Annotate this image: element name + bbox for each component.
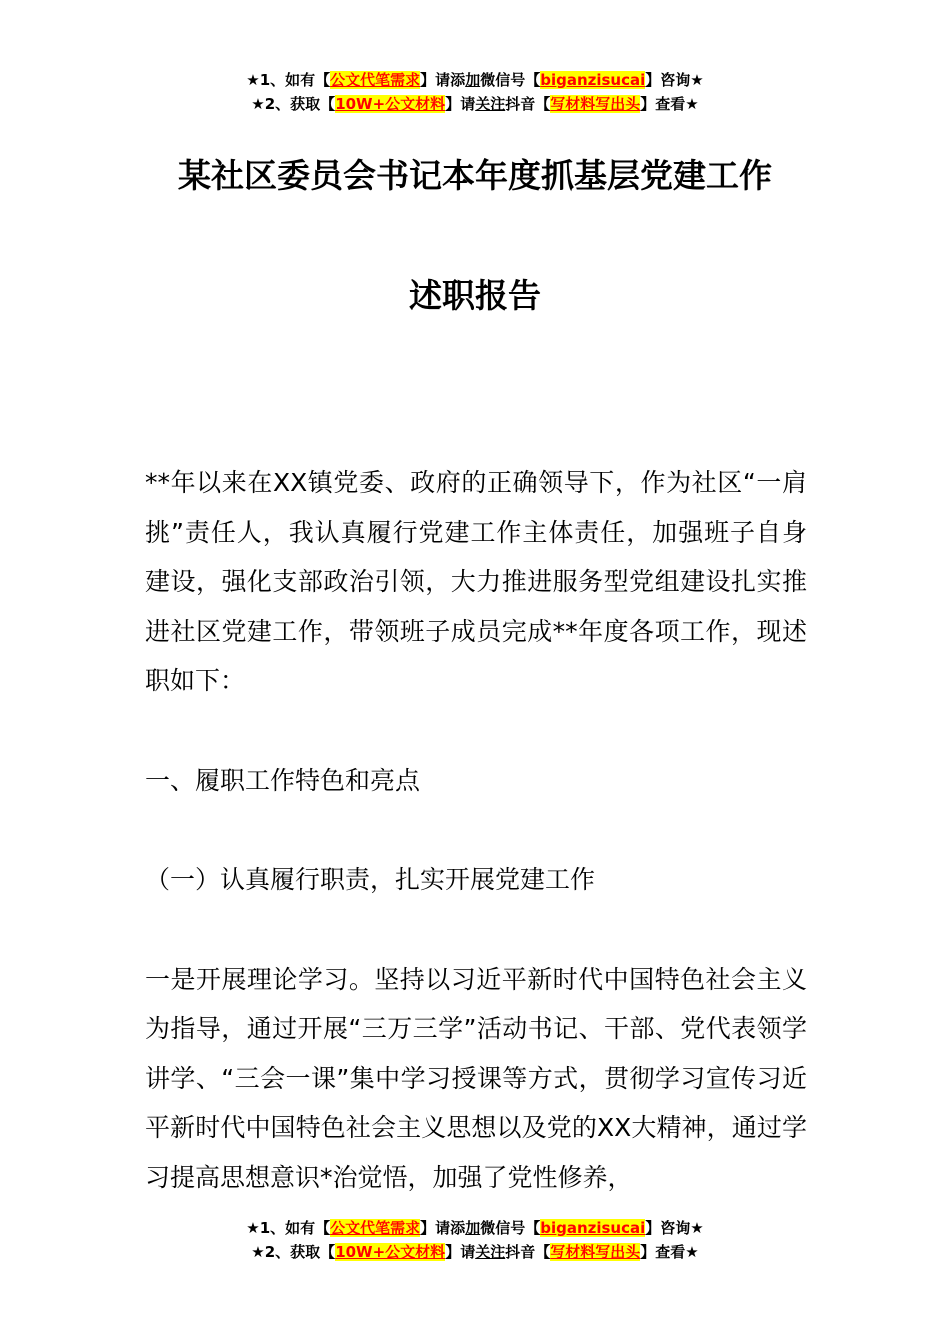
section-heading: 一、履职工作特色和亮点 xyxy=(145,765,421,795)
banner-underline: 加 xyxy=(465,71,481,89)
top-banner xyxy=(0,68,950,116)
bottom-banner xyxy=(0,1216,950,1264)
banner-highlight: 10W+公文材料 xyxy=(335,1243,446,1261)
banner-highlight: 公文代笔需求 xyxy=(330,71,421,89)
banner-text: 】咨询★ xyxy=(645,71,704,89)
banner-underline: 关注 xyxy=(475,95,506,113)
banner-text: 】请添 xyxy=(420,71,466,89)
banner-underline: 加 xyxy=(465,1219,481,1237)
banner-highlight: 10W+公文材料 xyxy=(335,95,446,113)
intro-paragraph: **年以来在XX镇党委、政府的正确领导下，作为社区“一肩挑”责任人，我认真履行党建工作主体责任，加强班子自身建设，强化支部政治引领，大力推进服务型党组建设扎实推进社区党建工作，带领班子成员完成**年度各项工作，现述职如下： xyxy=(145,468,807,695)
banner-highlight: biganzisucai xyxy=(540,71,646,89)
document-title: 某社区委员会书记本年度抓基层党建工作 xyxy=(178,156,772,195)
banner-line-1 xyxy=(0,1216,950,1240)
banner-text: 】咨询★ xyxy=(645,1219,704,1237)
banner-text: ★2、获取【 xyxy=(251,95,336,113)
banner-highlight: 写材料写出头 xyxy=(550,95,641,113)
document-body xyxy=(145,458,807,1202)
banner-text: ★2、获取【 xyxy=(251,1243,336,1261)
banner-text: 】请添 xyxy=(420,1219,466,1237)
banner-text: 】查看★ xyxy=(640,1243,699,1261)
banner-text: ★1、如有【 xyxy=(246,1219,331,1237)
banner-text: 微信号【 xyxy=(480,71,541,89)
subsection-heading: （一）认真履行职责，扎实开展党建工作 xyxy=(145,865,596,894)
banner-underline: 关注 xyxy=(475,1243,506,1261)
banner-line-2 xyxy=(0,92,950,116)
banner-line-2 xyxy=(0,1240,950,1264)
banner-highlight: 公文代笔需求 xyxy=(330,1219,421,1237)
body-paragraph: 一是开展理论学习。坚持以习近平新时代中国特色社会主义为指导，通过开展“三万三学”活动书记、干部、党代表领学讲学、“三会一课”集中学习授课等方式，贯彻学习宣传习近平新时代中国特色社会主义思想以及党的XX大精神，通过学习提高思想意识*治觉悟，加强了党性修养， xyxy=(145,964,807,1192)
banner-highlight: 写材料写出头 xyxy=(550,1243,641,1261)
banner-text: 】查看★ xyxy=(640,95,699,113)
banner-text: 】请 xyxy=(445,1243,476,1261)
banner-line-1 xyxy=(0,68,950,92)
document-title-line-2: 述职报告 xyxy=(409,276,541,315)
banner-text: 微信号【 xyxy=(480,1219,541,1237)
banner-text: 】请 xyxy=(445,95,476,113)
banner-text: 抖音【 xyxy=(505,1243,551,1261)
banner-text: 抖音【 xyxy=(505,95,551,113)
banner-highlight: biganzisucai xyxy=(540,1219,646,1237)
banner-text: ★1、如有【 xyxy=(246,71,331,89)
